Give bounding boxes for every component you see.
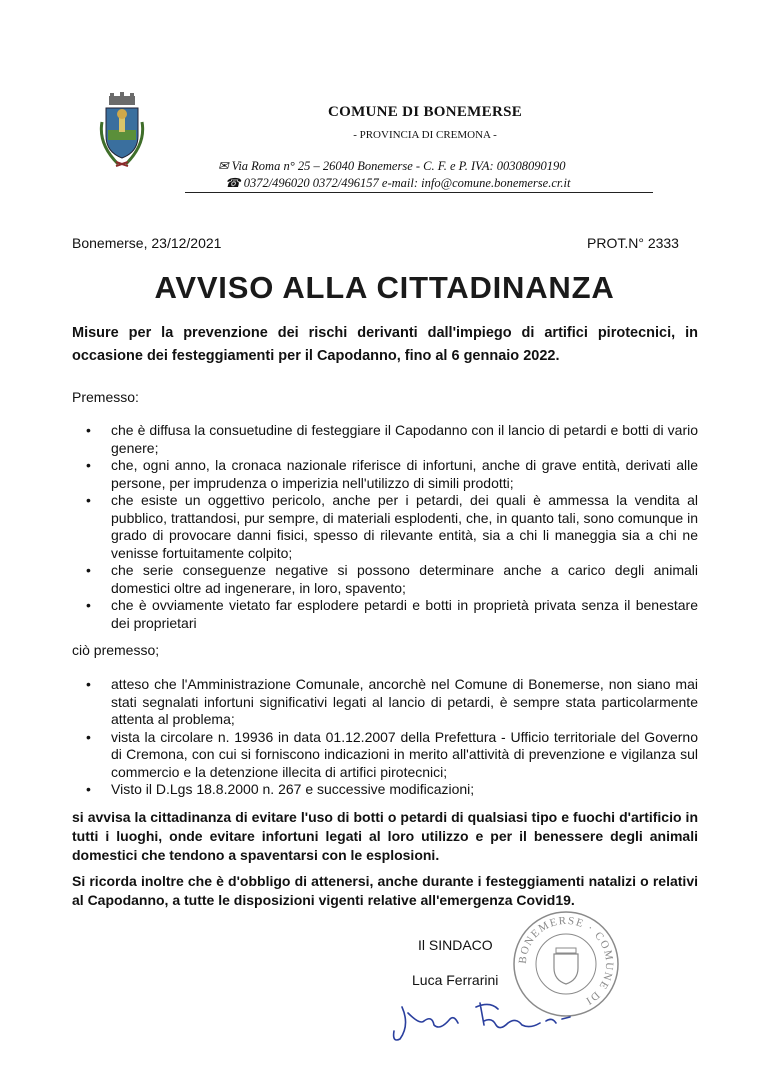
- bullet-icon: •: [86, 597, 91, 613]
- avvisa-paragraph: si avvisa la cittadinanza di evitare l'uso di botti o petardi di qualsiasi tipo e fuochi d'artificio in tutti i luoghi, onde evitare infortuni legati al loro utilizzo e per il benessere degli animali domestici che tendono a spaventarsi con le esplosioni.: [72, 809, 698, 863]
- contact-text: 0372/496020 0372/496157 e-mail: info@comune.bonemerse.cr.it: [243, 176, 571, 190]
- address-line: [218, 158, 566, 174]
- address-text: Via Roma n° 25 – 26040 Bonemerse - C. F. e P. IVA: 00308090190: [231, 159, 566, 173]
- handwritten-signature: [380, 995, 580, 1045]
- place-date: Bonemerse, 23/12/2021: [72, 235, 222, 251]
- bullet-icon: •: [86, 422, 91, 438]
- list-item: • vista la circolare n. 19936 in data 01.12.2007 della Prefettura - Ufficio territoriale del Governo di Cremona, con cui si forniscono indicazioni in merito all'attività di prevenzione e vigilanza sul commercio e la detenzione illecita di artifici pirotecnici;: [86, 728, 698, 780]
- municipal-coat-of-arms-icon: [92, 92, 152, 172]
- list-item: • che esiste un oggettivo pericolo, anche per i petardi, dei quali è ammessa la vendita al pubblico, trattandosi, pur sempre, di materiali esplodenti, che, in quanto tali, sono comunque in grado di provocare danni fisici, spesso di rilevante entità, sia a chi li maneggia sia a chi ne venisse fortuitamente colpito;: [86, 492, 698, 561]
- cio-premesso-label: ciò premesso;: [72, 642, 160, 658]
- list-item: • atteso che l'Amministrazione Comunale, ancorchè nel Comune di Bonemerse, non siano mai stati segnalati infortuni significativi legati al lancio di petardi, è sempre stata particolarmente attenta al problema;: [86, 676, 698, 727]
- bullet-icon: •: [86, 781, 91, 797]
- list-item: • che serie conseguenze negative si possono determinare anche a carico degli animali domestici oltre ad ingenerare, in loro, spavento;: [86, 562, 698, 596]
- bullet-icon: •: [86, 457, 91, 473]
- notice-title: AVVISO ALLA CITTADINANZA: [154, 270, 615, 305]
- premesso-label: Premesso:: [72, 389, 139, 405]
- signatory-role: Il SINDACO: [418, 937, 493, 953]
- bullet-icon: •: [86, 676, 91, 692]
- telephone-icon: ☎: [225, 176, 241, 190]
- svg-text:BONEMERSE · COMUNE DI: BONEMERSE · COMUNE DI: [516, 914, 616, 1008]
- letterhead-divider: [185, 192, 653, 193]
- ricorda-paragraph: Si ricorda inoltre che è d'obbligo di attenersi, anche durante i festeggiamenti natalizi o relativi al Capodanno, a tutte le disposizioni vigenti relative all'emergenza Covid19.: [72, 873, 698, 908]
- contact-line: [225, 175, 570, 191]
- cio-premesso-list: [86, 676, 698, 799]
- list-item: • Visto il D.Lgs 18.8.2000 n. 267 e successive modificazioni;: [86, 781, 475, 797]
- envelope-icon: ✉: [218, 159, 229, 173]
- list-item: • che è ovviamente vietato far esplodere petardi e botti in proprietà privata senza il benestare dei proprietari: [86, 597, 698, 631]
- province-line: - PROVINCIA DI CREMONA -: [353, 129, 497, 141]
- bullet-icon: •: [86, 562, 91, 578]
- bullet-icon: •: [86, 728, 91, 745]
- list-item: • che, ogni anno, la cronaca nazionale riferisce di infortuni, anche di grave entità, derivati alle persone, per imprudenza o imperizia nell'utilizzo di simili prodotti;: [86, 457, 698, 491]
- signatory-name: Luca Ferrarini: [412, 972, 499, 988]
- notice-subject: Misure per la prevenzione dei rischi derivanti dall'impiego di artifici pirotecnici, in occasione dei festeggiamenti per il Capodanno, fino al 6 gennaio 2022.: [72, 325, 698, 364]
- protocol-number: PROT.N° 2333: [587, 235, 679, 251]
- list-item: • che è diffusa la consuetudine di festeggiare il Capodanno con il lancio di petardi e botti di vario genere;: [86, 422, 698, 456]
- municipality-title: COMUNE DI BONEMERSE: [327, 104, 523, 120]
- premesso-list: [86, 422, 698, 632]
- bullet-icon: •: [86, 492, 91, 508]
